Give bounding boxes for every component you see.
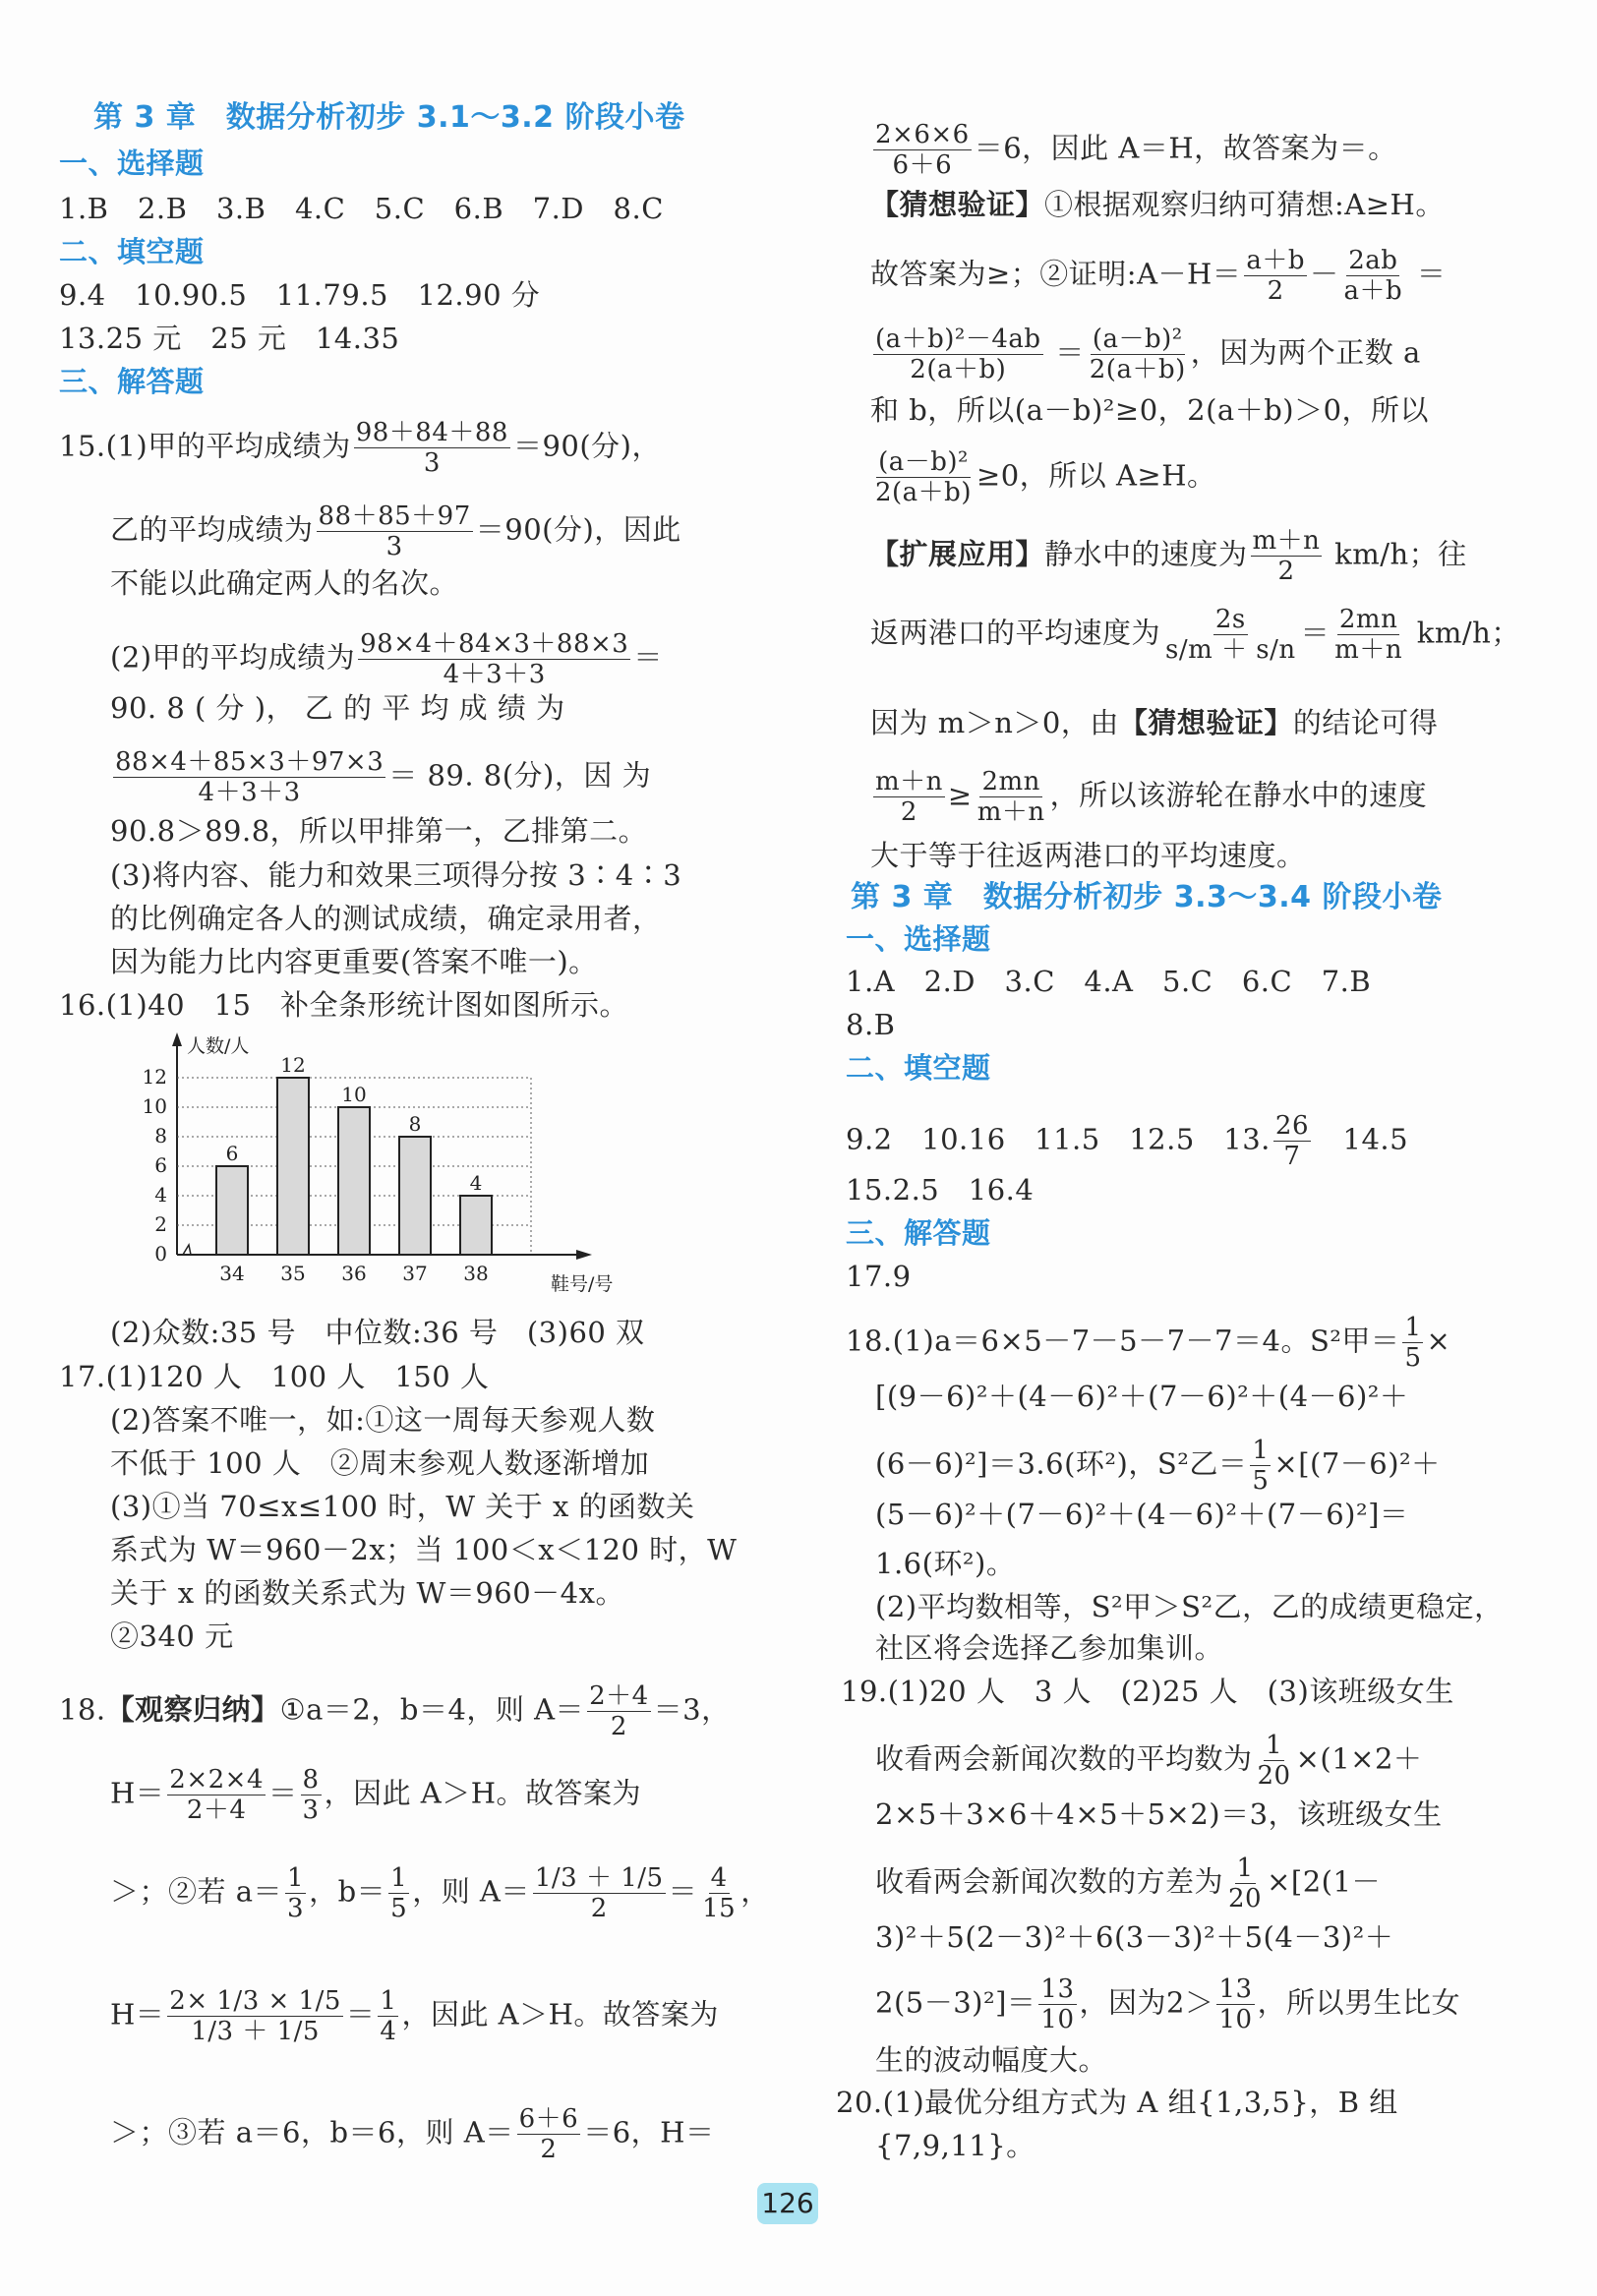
q15-line7: 90.8＞89.8，所以甲排第一，乙排第二。 [110,814,648,848]
rq19-line6: 2(5－3)²]＝ $\frac{13}{10}$ ，因为2＞ $\frac{13}{10}$ ，所以男生比女 [875,1974,1461,2034]
svg-text:2: 2 [154,1212,167,1236]
q16-line2: (2)众数:35 号 中位数:36 号 (3)60 双 [110,1316,645,1349]
q17-line1: 17.(1)120 人 100 人 150 人 [59,1360,490,1393]
svg-text:36: 36 [341,1262,367,1285]
mc-answers-2a: 1.A 2.D 3.C 4.A 5.C 6.C 7.B [846,965,1372,998]
q18-line1: 18.【观察归纳】①a＝2，b＝4，则 A＝ $\frac{2+4}{2}$ ＝3， [59,1681,731,1741]
heading-solutions-2: 三、解答题 [846,1216,991,1250]
rq18-line5: 1.6(环²)。 [875,1547,1016,1580]
rq19-line5: 3)²＋5(2－3)²＋6(3－3)²＋5(4－3)²＋ [875,1920,1394,1954]
rq20-line2: {7,9,11}。 [875,2129,1035,2162]
q18-line3: ＞；②若 a＝ $\frac{1}{3}$ ，b＝ $\frac{1}{5}$ ，则 A＝ $\frac{1/3 + 1/5}{2}$ ＝ $\frac{4}{15}$ ， [110,1863,770,1923]
q15-line6: $\frac{88\times 4+85\times 3+97\times 3}{4+3+3}$ ＝ 89. 8(分)，因 为 [115,747,652,807]
svg-text:0: 0 [154,1242,167,1266]
fill-answers-2: 13.25 元 25 元 14.35 [59,322,400,355]
rq18-line6: (2)平均数相等，S²甲＞S²乙，乙的成绩更稳定， [875,1590,1504,1623]
r-line9: 因为 m＞n＞0，由【猜想验证】的结论可得 [870,706,1439,739]
svg-text:4: 4 [154,1183,167,1207]
q17-line3: 不低于 100 人 ②周末参观人数逐渐增加 [110,1446,650,1480]
mc-answers: 1.B 2.B 3.B 4.C 5.C 6.B 7.D 8.C [59,192,664,225]
q15-line1: 15.(1)甲的平均成绩为 $\frac{98+84+88}{3}$ ＝90(分)， [59,418,661,478]
q15-line2: 乙的平均成绩为 $\frac{88+85+97}{3}$ ＝90(分)，因此 [110,501,681,561]
q17-line4: (3)①当 70≤x≤100 时，W 关于 x 的函数关 [110,1490,695,1523]
svg-text:35: 35 [280,1262,306,1285]
q17-line7: ②340 元 [110,1619,234,1653]
r-line1: $\frac{2\times 6\times 6}{6+6}$ ＝6，因此 A＝H，故答案为＝。 [875,120,1397,180]
svg-text:8: 8 [408,1112,422,1136]
heading-multiple-choice-2: 一、选择题 [846,922,991,956]
r-line8: 返两港口的平均速度为 $\frac{2s}{s/m + s/n}$ ＝ $\frac{2mn}{m+n}$ km/h； [870,605,1520,665]
svg-text:38: 38 [463,1262,489,1285]
svg-text:37: 37 [402,1262,428,1285]
r-line7: 【扩展应用】静水中的速度为 $\frac{m+n}{2}$ km/h；往 [870,526,1467,586]
page-number-badge: 126 [757,2183,818,2224]
rq18-line7: 社区将会选择乙参加集训。 [875,1631,1224,1665]
q15-line3: 不能以此确定两人的名次。 [110,566,459,600]
q15-line5: 90. 8 ( 分 )， 乙 的 平 均 成 绩 为 [110,691,565,725]
q17-answer: 17.9 [846,1260,912,1293]
q15-line10: 因为能力比内容更重要(答案不唯一)。 [110,945,598,978]
q18-line2: H＝ $\frac{2\times 2\times 4}{2+4}$ ＝ $\frac{8}{3}$ ，因此 A＞H。故答案为 [110,1765,642,1825]
q15-line8: (3)将内容、能力和效果三项得分按 3∶4∶3 [110,858,682,892]
svg-text:12: 12 [280,1053,306,1077]
heading-multiple-choice: 一、选择题 [59,147,205,180]
svg-text:10: 10 [341,1083,367,1106]
svg-text:6: 6 [225,1142,239,1165]
r-line3: 故答案为≥；②证明:A－H＝ $\frac{a+b}{2}$ － $\frac{2ab}{a+b}$ ＝ [870,246,1447,306]
svg-text:34: 34 [219,1262,245,1285]
rq19-line4: 收看两会新闻次数的方差为 $\frac{1}{20}$ ×[2(1－ [875,1854,1381,1913]
q17-line2: (2)答案不唯一，如:①这一周每天参观人数 [110,1403,656,1437]
q18-line4: H＝ $\frac{2\times 1/3 \times 1/5}{1/3 + 1/5}$ ＝ $\frac{1}{4}$ ，因此 A＞H。故答案为 [110,1986,719,2046]
q17-line5: 系式为 W＝960－2x；当 100＜x＜120 时，W [110,1533,738,1566]
heading-solutions: 三、解答题 [59,365,205,398]
r-line4: $\frac{\text{(a＋b)²－4ab}}{2(a+b)}$ ＝ $\frac{\text{(a－b)²}}{2(a+b)}$ ，因为两个正数 a [875,324,1421,384]
bar-chart-svg [138,1023,708,1298]
heading-fill-blank-2: 二、填空题 [846,1051,991,1085]
section-title-3-3-3-4: 第 3 章 数据分析初步 3.3～3.4 阶段小卷 [851,880,1443,914]
rq19-line7: 生的波动幅度大。 [875,2043,1108,2077]
svg-text:6: 6 [154,1153,167,1177]
svg-text:12: 12 [142,1065,167,1089]
rq18-line1: 18.(1)a＝6×5－7－5－7－7＝4。S²甲＝ $\frac{1}{5}$ × [846,1313,1451,1373]
q18-line5: ＞；③若 a＝6，b＝6，则 A＝ $\frac{6+6}{2}$ ＝6，H＝ [110,2104,715,2164]
fill-answers-2b: 15.2.5 16.4 [846,1173,1035,1207]
q16-line1: 16.(1)40 15 补全条形统计图如图所示。 [59,988,629,1022]
rq20-line1: 20.(1)最优分组方式为 A 组{1,3,5}，B 组 [836,2086,1398,2119]
r-line11: 大于等于往返两港口的平均速度。 [870,839,1306,872]
r-line6: $\frac{\text{(a－b)²}}{2(a+b)}$ ≥0，所以 A≥H。 [875,447,1216,507]
svg-text:8: 8 [154,1124,167,1148]
q17-line6: 关于 x 的函数关系式为 W＝960－4x。 [110,1576,624,1610]
svg-text:人数/人: 人数/人 [187,1035,250,1057]
rq18-line3: (6－6)²]＝3.6(环²)，S²乙＝ $\frac{1}{5}$ ×[(7－6)²＋ [875,1436,1441,1496]
shoe-size-bar-chart [138,1023,708,1298]
svg-text:鞋号/号: 鞋号/号 [551,1273,614,1295]
rq19-line2: 收看两会新闻次数的平均数为 $\frac{1}{20}$ ×(1×2＋ [875,1731,1423,1791]
svg-text:4: 4 [469,1171,483,1195]
fill-answers-1: 9.4 10.90.5 11.79.5 12.90 分 [59,278,541,312]
r-line5: 和 b，所以(a－b)²≥0，2(a＋b)＞0，所以 [870,393,1430,427]
r-line2: 【猜想验证】①根据观察归纳可猜想:A≥H。 [870,188,1445,221]
rq18-line2: [(9－6)²＋(4－6)²＋(7－6)²＋(4－6)²＋ [875,1380,1409,1413]
svg-text:10: 10 [142,1094,167,1118]
rq19-line3: 2×5＋3×6＋4×5＋5×2)＝3，该班级女生 [875,1797,1443,1831]
heading-fill-blank: 二、填空题 [59,235,205,268]
mc-answers-2b: 8.B [846,1008,896,1041]
rq19-line1: 19.(1)20 人 3 人 (2)25 人 (3)该班级女生 [841,1675,1454,1708]
r-line10: $\frac{m+n}{2}$ ≥ $\frac{2mn}{m+n}$ ，所以该游轮在静水中的速度 [875,767,1428,827]
rq18-line4: (5－6)²＋(7－6)²＋(4－6)²＋(7－6)²]＝ [875,1498,1409,1531]
q15-line9: 的比例确定各人的测试成绩，确定录用者， [110,902,662,935]
section-title-3-1-3-2: 第 3 章 数据分析初步 3.1～3.2 阶段小卷 [93,100,685,135]
fill-answers-2a: 9.2 10.16 11.5 12.5 13. $\frac{26}{7}$ 14.5 [846,1111,1409,1171]
q15-line4: (2)甲的平均成绩为 $\frac{98\times 4+84\times 3+88\times 3}{4+3+3}$ ＝ [110,629,663,689]
